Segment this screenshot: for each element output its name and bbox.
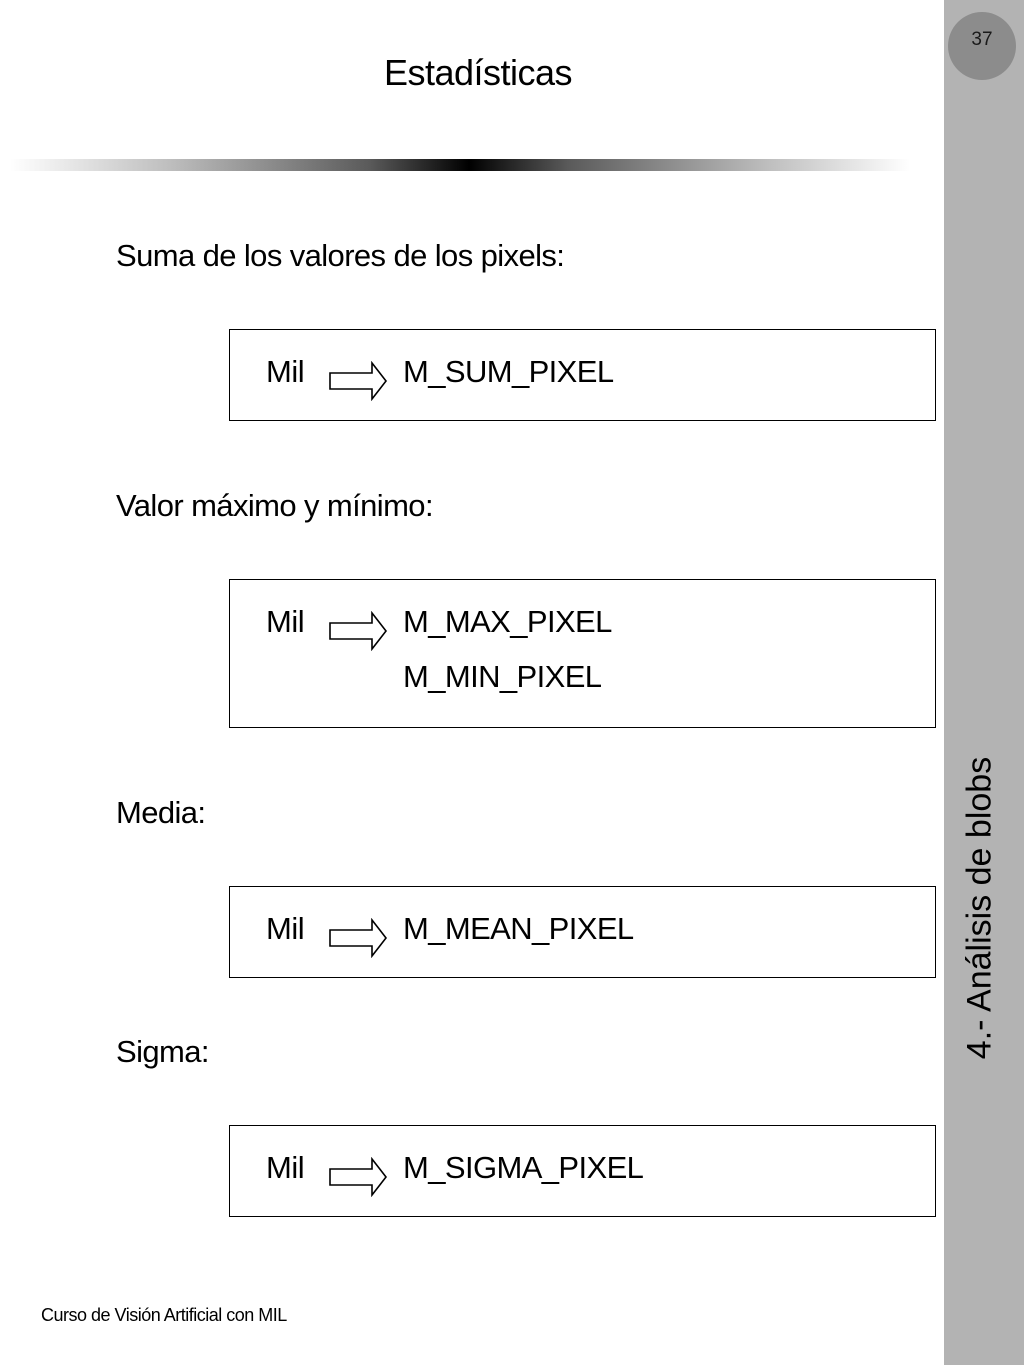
constant-max-pixel: M_MAX_PIXEL bbox=[403, 604, 612, 639]
sidebar bbox=[944, 0, 1024, 1365]
right-arrow-icon bbox=[328, 361, 388, 401]
section-heading-sigma: Sigma: bbox=[116, 1034, 209, 1069]
title-divider bbox=[10, 159, 910, 171]
right-arrow-icon bbox=[328, 611, 388, 651]
mil-prefix: Mil bbox=[266, 911, 305, 946]
right-arrow-icon bbox=[328, 918, 388, 958]
sigma-pixel-box bbox=[229, 1125, 936, 1217]
constant-sigma-pixel: M_SIGMA_PIXEL bbox=[403, 1150, 644, 1185]
sum-pixel-box bbox=[229, 329, 936, 421]
mean-pixel-box bbox=[229, 886, 936, 978]
max-min-pixel-box bbox=[229, 579, 936, 728]
section-heading-mean: Media: bbox=[116, 795, 206, 830]
page-title: Estadísticas bbox=[383, 52, 573, 93]
right-arrow-icon bbox=[328, 1157, 388, 1197]
page-number-badge: 37 bbox=[948, 12, 1016, 80]
mil-prefix: Mil bbox=[266, 1150, 305, 1185]
section-heading-max-min: Valor máximo y mínimo: bbox=[116, 488, 433, 523]
constant-sum-pixel: M_SUM_PIXEL bbox=[403, 354, 614, 389]
mil-prefix: Mil bbox=[266, 604, 305, 639]
mil-prefix: Mil bbox=[266, 354, 305, 389]
section-label: 4.- Análisis de blobs bbox=[960, 756, 999, 1060]
section-heading-sum: Suma de los valores de los pixels: bbox=[116, 238, 565, 273]
constant-min-pixel: M_MIN_PIXEL bbox=[403, 659, 602, 694]
constant-mean-pixel: M_MEAN_PIXEL bbox=[403, 911, 634, 946]
footer-text: Curso de Visión Artificial con MIL bbox=[41, 1305, 287, 1325]
